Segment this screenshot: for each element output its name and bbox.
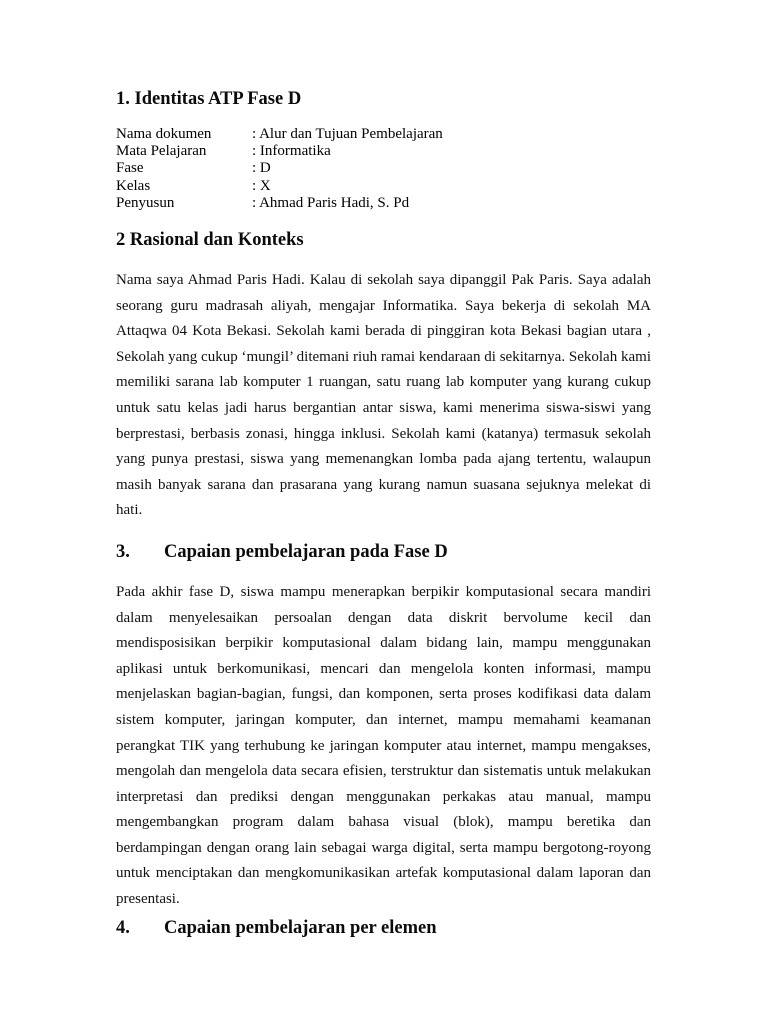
identity-row-fase (116, 160, 651, 177)
identity-row-penyusun (116, 195, 651, 212)
section-heading-identitas: 1. Identitas ATP Fase D (116, 89, 302, 109)
identity-row-nama-dokumen (116, 126, 651, 143)
identity-label: Fase (116, 160, 144, 177)
section-heading-capaian-elemen (116, 917, 651, 939)
identity-label: Nama dokumen (116, 126, 212, 142)
identity-value: : Informatika (252, 143, 331, 160)
section-number: 4. (116, 917, 130, 938)
identity-value: : Alur dan Tujuan Pembelajaran (252, 126, 443, 142)
identity-label: Mata Pelajaran (116, 143, 207, 160)
identity-label: Kelas (116, 177, 151, 194)
identity-label: Penyusun (116, 194, 175, 211)
identity-value: : D (252, 160, 271, 177)
paragraph-capaian-fase: Pada akhir fase D, siswa mampu menerapkan berpikir komputasional secara mandiri dalam menyelesaikan persoalan dengan data diskrit bervolume kecil dan mendisposisikan berpikir komputasional dalam bidang lain, mampu menggunakan aplikasi untuk berkomunikasi, mencari dan mengelola konten informasi, mampu menjelaskan bagian-bagian, fungsi, dan komponen, serta proses kodifikasi data dalam sistem komputer, jaringan komputer, dan internet, mampu memahami keamanan perangkat TIK yang terhubung ke jaringan komputer atau internet, mampu mengakses, mengolah dan mengelola data secara efisien, terstruktur dan sistematis untuk melakukan interpretasi dan prediksi dengan menggunakan perkakas atau manual, mampu mengembangkan program dalam bahasa visual (blok), mampu beretika dan berdampingan dengan orang lain sebagai warga digital, serta mampu bergotong-royong untuk menciptakan dan mengkomunikasikan artefak komputasional dalam laporan dan presentasi. (116, 583, 651, 908)
identity-row-mata-pelajaran (116, 143, 651, 160)
section-heading-capaian-fase (116, 541, 651, 563)
paragraph-rasional: Nama saya Ahmad Paris Hadi. Kalau di sekolah saya dipanggil Pak Paris. Saya adalah seorang guru madrasah aliyah, mengajar Informatika. Saya bekerja di sekolah MA Attaqwa 04 Kota Bekasi. Sekolah kami berada di pinggiran kota Bekasi bagian utara , Sekolah yang cukup ‘mungil’ ditemani riuh ramai kendaraan di sekitarnya. Sekolah kami memiliki sarana lab komputer 1 ruangan, satu ruang lab komputer yang kurang cukup untuk satu kelas jadi harus bergantian antar siswa, kami menerima siswa-siswi yang berprestasi, berbasis zonasi, hingga inklusi. Sekolah kami (katanya) termasuk sekolah yang punya prestasi, siswa yang memenangkan lomba pada ajang tertentu, walaupun masih banyak sarana dan prasarana yang kurang namun suasana sejuknya melekat di hati. (116, 272, 651, 519)
section-number: 3. (116, 541, 130, 562)
section-title: Capaian pembelajaran per elemen (164, 917, 437, 938)
section-title: Capaian pembelajaran pada Fase D (164, 541, 448, 562)
identity-row-kelas (116, 178, 651, 195)
identity-value: : Ahmad Paris Hadi, S. Pd (252, 194, 410, 211)
section-heading-rasional: 2 Rasional dan Konteks (116, 230, 304, 251)
identity-value: : X (252, 177, 271, 194)
identity-list (116, 126, 651, 212)
